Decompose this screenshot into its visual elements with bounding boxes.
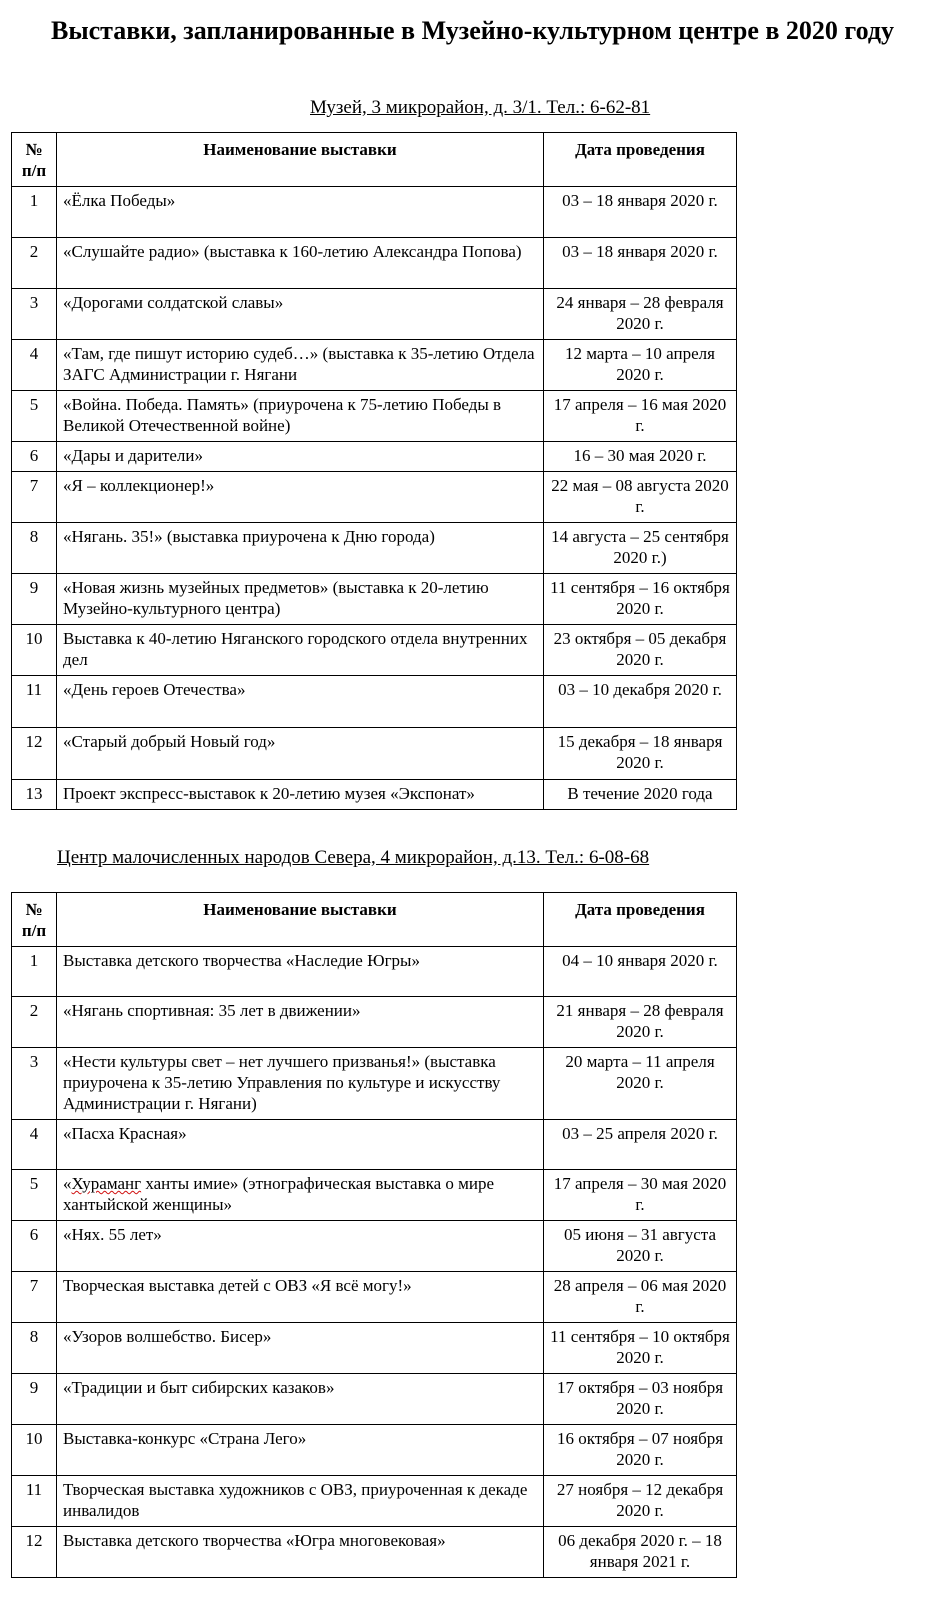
table-row [12,523,737,574]
exhibition-name: «Пасха Красная» [57,1120,544,1170]
table-row [12,1323,737,1374]
exhibition-date: 15 декабря – 18 января 2020 г. [544,728,737,780]
exhibition-name: Выставка к 40-летию Няганского городского отдела внутренних дел [57,625,544,676]
table-row [12,625,737,676]
table-row [12,340,737,391]
spellcheck-word: Хураманг [71,1174,142,1193]
table-row [12,238,737,289]
table-row [12,1272,737,1323]
table-row [12,472,737,523]
exhibition-date: 06 декабря 2020 г. – 18 января 2021 г. [544,1527,737,1578]
exhibition-name [57,1170,544,1221]
exhibition-name: «Я – коллекционер!» [57,472,544,523]
row-number: 12 [12,728,57,780]
exhibition-name: «Дорогами солдатской славы» [57,289,544,340]
row-number: 2 [12,997,57,1048]
table-row [12,728,737,780]
exhibition-date: 03 – 18 января 2020 г. [544,187,737,238]
table-row [12,1374,737,1425]
exhibition-name: Творческая выставка художников с ОВЗ, приуроченная к декаде инвалидов [57,1476,544,1527]
row-number: 7 [12,472,57,523]
header-date: Дата проведения [544,133,737,187]
exhibition-name: «Нягань. 35!» (выставка приурочена к Дню города) [57,523,544,574]
exhibition-name: Проект экспресс-выставок к 20-летию музея «Экспонат» [57,780,544,810]
header-exhibition-name: Наименование выставки [57,893,544,947]
exhibition-name: «Традиции и быт сибирских казаков» [57,1374,544,1425]
table-row [12,1048,737,1120]
exhibition-name: «Старый добрый Новый год» [57,728,544,780]
table-row [12,1527,737,1578]
exhibition-date: 03 – 18 января 2020 г. [544,238,737,289]
exhibition-date: 03 – 25 апреля 2020 г. [544,1120,737,1170]
row-number: 1 [12,187,57,238]
exhibition-date: 05 июня – 31 августа 2020 г. [544,1221,737,1272]
table-header-row [12,893,737,947]
row-number: 9 [12,1374,57,1425]
table-row [12,947,737,997]
exhibition-date: 11 сентября – 10 октября 2020 г. [544,1323,737,1374]
exhibition-date: 12 марта – 10 апреля 2020 г. [544,340,737,391]
exhibition-date: 11 сентября – 16 октября 2020 г. [544,574,737,625]
exhibition-name: Творческая выставка детей с ОВЗ «Я всё могу!» [57,1272,544,1323]
row-number: 6 [12,1221,57,1272]
exhibition-date: 16 – 30 мая 2020 г. [544,442,737,472]
row-number: 10 [12,625,57,676]
exhibition-date: 14 августа – 25 сентября 2020 г.) [544,523,737,574]
exhibition-name: «Нести культуры свет – нет лучшего призванья!» (выставка приурочена к 35-летию Управления по культуре и искусству Администрации г. Нягани) [57,1048,544,1120]
row-number: 10 [12,1425,57,1476]
exhibition-name: «День героев Отечества» [57,676,544,728]
row-number: 2 [12,238,57,289]
row-number: 13 [12,780,57,810]
exhibition-name: «Нях. 55 лет» [57,1221,544,1272]
exhibition-date: 23 октября – 05 декабря 2020 г. [544,625,737,676]
table-row [12,442,737,472]
exhibition-date: 04 – 10 января 2020 г. [544,947,737,997]
table-row [12,187,737,238]
row-number: 8 [12,523,57,574]
row-number: 11 [12,676,57,728]
exhibition-date: 28 апреля – 06 мая 2020 г. [544,1272,737,1323]
row-number: 3 [12,289,57,340]
table-row [12,391,737,442]
table-row [12,676,737,728]
page-title: Выставки, запланированные в Музейно-культурном центре в 2020 году [51,16,894,45]
exhibition-date: 24 января – 28 февраля 2020 г. [544,289,737,340]
exhibition-name: «Нягань спортивная: 35 лет в движении» [57,997,544,1048]
table-row [12,1425,737,1476]
exhibition-name: Выставка детского творчества «Наследие Югры» [57,947,544,997]
header-number: № п/п [12,893,57,947]
row-number: 3 [12,1048,57,1120]
table-row [12,574,737,625]
name-prefix: « [63,1174,72,1193]
table-row [12,1170,737,1221]
header-date: Дата проведения [544,893,737,947]
exhibition-date: 21 января – 28 февраля 2020 г. [544,997,737,1048]
row-number: 1 [12,947,57,997]
table-header-row [12,133,737,187]
name-suffix: ханты имие» (этнографическая выставка о мире хантыйской женщины» [63,1174,495,1214]
exhibition-name: Выставка детского творчества «Югра многовековая» [57,1527,544,1578]
exhibition-name: «Узоров волшебство. Бисер» [57,1323,544,1374]
row-number: 5 [12,1170,57,1221]
row-number: 11 [12,1476,57,1527]
exhibition-name: «Там, где пишут историю судеб…» (выставка к 35-летию Отдела ЗАГС Администрации г. Нягани [57,340,544,391]
exhibition-date: 17 апреля – 16 мая 2020 г. [544,391,737,442]
exhibition-date: 17 апреля – 30 мая 2020 г. [544,1170,737,1221]
table-row [12,780,737,810]
exhibition-name: «Новая жизнь музейных предметов» (выставка к 20-летию Музейно-культурного центра) [57,574,544,625]
exhibition-name: Выставка-конкурс «Страна Лего» [57,1425,544,1476]
table-row [12,997,737,1048]
exhibition-name: «Ёлка Победы» [57,187,544,238]
row-number: 4 [12,340,57,391]
row-number: 5 [12,391,57,442]
row-number: 6 [12,442,57,472]
exhibition-name: «Слушайте радио» (выставка к 160-летию Александра Попова) [57,238,544,289]
exhibition-date: 27 ноября – 12 декабря 2020 г. [544,1476,737,1527]
table-row [12,1120,737,1170]
header-exhibition-name: Наименование выставки [57,133,544,187]
table-row [12,1476,737,1527]
exhibition-date: 20 марта – 11 апреля 2020 г. [544,1048,737,1120]
row-number: 8 [12,1323,57,1374]
museum-exhibitions-table [11,132,737,810]
header-number: № п/п [12,133,57,187]
table-row [12,289,737,340]
exhibition-name: «Дары и дарители» [57,442,544,472]
museum-address: Музей, 3 микрорайон, д. 3/1. Тел.: 6-62-81 [310,97,651,118]
exhibition-date: 16 октября – 07 ноября 2020 г. [544,1425,737,1476]
exhibition-date: 03 – 10 декабря 2020 г. [544,676,737,728]
exhibition-date: В течение 2020 года [544,780,737,810]
row-number: 12 [12,1527,57,1578]
row-number: 9 [12,574,57,625]
table-row [12,1221,737,1272]
exhibition-date: 22 мая – 08 августа 2020 г. [544,472,737,523]
center-exhibitions-table [11,892,737,1578]
center-address: Центр малочисленных народов Севера, 4 микрорайон, д.13. Тел.: 6-08-68 [57,847,650,868]
row-number: 4 [12,1120,57,1170]
exhibition-name: «Война. Победа. Память» (приурочена к 75-летию Победы в Великой Отечественной войне) [57,391,544,442]
exhibition-date: 17 октября – 03 ноября 2020 г. [544,1374,737,1425]
row-number: 7 [12,1272,57,1323]
